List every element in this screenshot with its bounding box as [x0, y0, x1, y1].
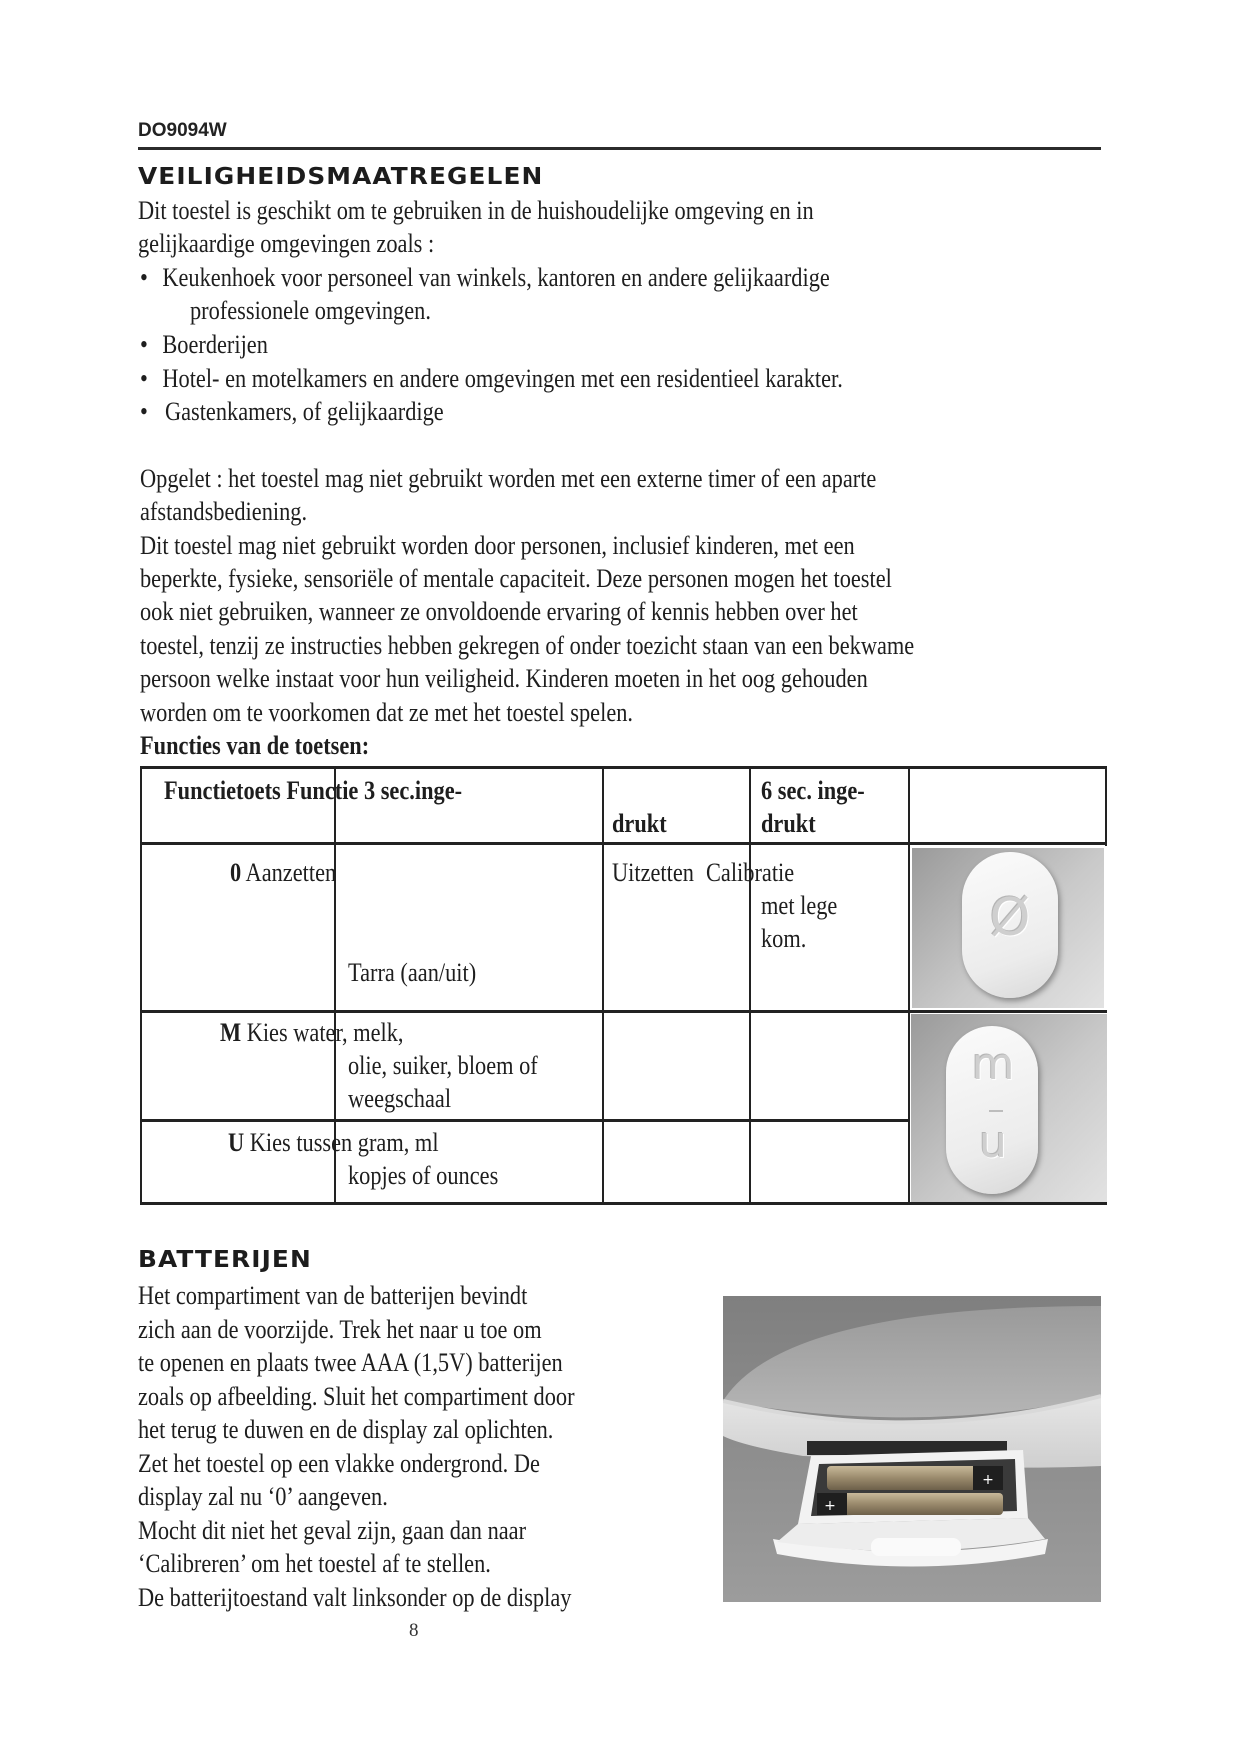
function-text: Kies water, melk,: [246, 1018, 404, 1047]
bullet-item: • Boerderijen: [140, 330, 268, 359]
table-border: [602, 766, 604, 1205]
plus-terminal-icon: +: [982, 1472, 994, 1488]
warning-line: ook niet gebruiken, wanneer ze onvoldoende ervaring of kennis hebben over het: [140, 597, 858, 626]
battery-line: zich aan de voorzijde. Trek het naar u toe om: [138, 1315, 542, 1344]
key-label: M: [220, 1018, 242, 1047]
table-border: [140, 766, 142, 1205]
functions-heading: Functies van de toetsen:: [140, 731, 370, 760]
function-text: Kies tussen gram, ml: [249, 1128, 439, 1157]
function-text: weegschaal: [348, 1084, 452, 1113]
warning-line: Dit toestel mag niet gebruikt worden door personen, inclusief kinderen, met een: [140, 531, 855, 560]
battery-line: Mocht dit niet het geval zijn, gaan dan naar: [138, 1516, 527, 1545]
table-border: [140, 766, 1107, 769]
m-key-icon: m: [971, 1039, 1015, 1090]
battery-line: zoals op afbeelding. Sluit het compartiment door: [138, 1382, 575, 1411]
warning-line: worden om te voorkomen dat ze met het toestel spelen.: [140, 698, 634, 727]
warning-line: Opgelet : het toestel mag niet gebruikt worden met een externe timer of een aparte: [140, 464, 877, 493]
header-3sec: drukt: [612, 809, 667, 838]
functions-table: [140, 766, 1107, 1205]
table-border: [140, 1010, 1107, 1013]
battery-line: te openen en plaats twee AAA (1,5V) batterijen: [138, 1348, 563, 1377]
function-text: olie, suiker, bloem of: [348, 1051, 538, 1080]
zero-key-image: [912, 848, 1104, 1008]
warning-line: afstandsbediening.: [140, 497, 308, 526]
bullet-marker: •: [140, 397, 148, 426]
warning-line: persoon welke instaat voor hun veiligheid. Kinderen moeten in het oog gehouden: [140, 664, 868, 693]
six-sec-text: met lege: [761, 891, 838, 920]
table-border: [140, 842, 1107, 845]
battery-line: Het compartiment van de batterijen bevindt: [138, 1281, 528, 1310]
battery-compartment-photo: [723, 1296, 1101, 1602]
table-border: [1105, 766, 1107, 846]
bullet-marker: •: [140, 330, 148, 359]
intro-line: Dit toestel is geschikt om te gebruiken in de huishoudelijke omgeving en in: [138, 196, 814, 225]
header-6sec-line2: drukt: [761, 809, 816, 838]
u-key-icon: u: [979, 1117, 1007, 1168]
bullet-marker: •: [140, 263, 148, 292]
key-divider: [989, 1110, 1003, 1112]
model-number: DO9094W: [138, 120, 227, 141]
safety-heading: VEILIGHEIDSMAATREGELEN: [138, 164, 544, 190]
plus-terminal-icon: +: [824, 1498, 836, 1514]
bullet-marker: •: [140, 364, 148, 393]
intro-line: gelijkaardige omgevingen zoals :: [138, 229, 435, 258]
function-text: kopjes of ounces: [348, 1161, 499, 1190]
batteries-heading: BATTERIJEN: [138, 1247, 312, 1273]
bullet-item: • Gastenkamers, of gelijkaardige: [140, 397, 444, 426]
battery-line: ‘Calibreren’ om het toestel af te stellen.: [138, 1549, 491, 1578]
table-border: [140, 1202, 1107, 1205]
battery-line: Zet het toestel op een vlakke ondergrond. De: [138, 1449, 540, 1478]
bullet-item: • Hotel- en motelkamers en andere omgevingen met een residentieel karakter.: [140, 364, 843, 393]
battery-line: display zal nu ‘0’ aangeven.: [138, 1482, 388, 1511]
m-u-key-image: [911, 1014, 1107, 1202]
battery-line: het terug te duwen en de display zal oplichten.: [138, 1415, 554, 1444]
function-text: Aanzetten: [245, 858, 337, 887]
key-label: 0: [230, 858, 242, 887]
table-border: [140, 1119, 910, 1122]
function-text: Tarra (aan/uit): [348, 958, 477, 987]
three-sec-text: Uitzetten: [612, 858, 694, 887]
battery-photo-illustration: [723, 1296, 1101, 1602]
header-functietoets-functie: Functietoets Functie 3 sec.inge-: [164, 776, 463, 805]
battery-line: De batterijtoestand valt linksonder op de display: [138, 1583, 572, 1612]
warning-line: beperkte, fysieke, sensoriële of mentale capaciteit. Deze personen mogen het toestel: [140, 564, 892, 593]
bullet-item: • Keukenhoek voor personeel van winkels, kantoren en andere gelijkaardige: [140, 263, 830, 292]
zero-key-icon: Ø: [989, 888, 1031, 948]
header-6sec-line1: 6 sec. inge-: [761, 776, 865, 805]
page-number: 8: [409, 1620, 419, 1641]
header-rule: [138, 147, 1101, 150]
six-sec-text: Calibratie: [706, 858, 795, 887]
warning-line: toestel, tenzij ze instructies hebben gekregen of onder toezicht staan van een bekwame: [140, 631, 915, 660]
bullet-continuation: professionele omgevingen.: [190, 296, 431, 325]
table-border: [749, 766, 751, 1205]
table-border: [908, 766, 910, 1205]
key-label: U: [228, 1128, 245, 1157]
six-sec-text: kom.: [761, 924, 807, 953]
